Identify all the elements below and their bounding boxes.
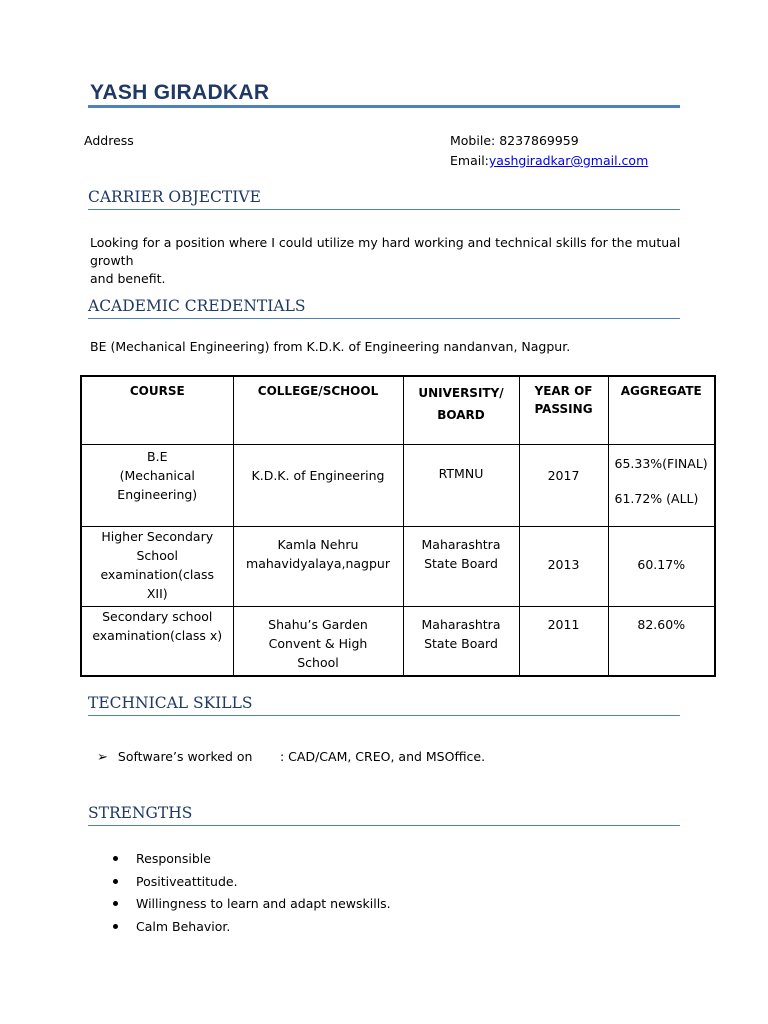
col-header-course: COURSE (81, 376, 233, 444)
cell-line: Maharashtra (421, 616, 501, 632)
col-header-board (403, 376, 519, 444)
email-line (450, 151, 648, 170)
cell-aggregate (608, 606, 715, 676)
technical-skill-value: : CAD/CAM, CREO, and MSOffice. (280, 749, 486, 764)
cell-line: Kamla Nehru (277, 536, 359, 552)
technical-skill-item (97, 747, 252, 767)
cell-line: mahavidyalaya,nagpur (246, 555, 390, 571)
list-item (110, 893, 391, 916)
bullet-icon (113, 879, 118, 884)
cell-line: State Board (424, 635, 498, 651)
academic-summary: BE (Mechanical Engineering) from K.D.K. of Engineering nandanvan, Nagpur. (90, 339, 571, 354)
objective-line-1: Looking for a position where I could utilize my hard working and technical skills for the mutual growth (90, 235, 681, 268)
cell-line: 65.33%(FINAL) (614, 455, 708, 471)
col-header-year-line1: YEAR OF (534, 384, 593, 398)
mobile-number: Mobile: 8237869959 (450, 133, 579, 148)
cell-line: State Board (424, 555, 498, 571)
arrow-bullet-icon: ➢ (97, 750, 108, 765)
email-link[interactable]: yashgiradkar@gmail.com (488, 153, 649, 168)
name-underline (88, 105, 680, 108)
cell-line: (Mechanical (119, 467, 195, 483)
table-row (81, 526, 715, 606)
cell-course (81, 526, 233, 606)
cell-line: Convent & High (268, 635, 368, 651)
list-item (110, 871, 391, 894)
objective-text (90, 234, 720, 288)
strength-text: Willingness to learn and adapt newskills. (136, 896, 391, 911)
objective-line-2: and benefit. (90, 271, 166, 286)
bullet-icon (113, 901, 118, 906)
cell-line: 61.72% (ALL) (614, 490, 699, 506)
table-header-row (81, 376, 715, 444)
cell-line: examination(class (100, 566, 215, 582)
cell-line: Maharashtra (421, 536, 501, 552)
cell-college (233, 526, 403, 606)
email-label: Email: (450, 153, 489, 168)
cell-line: 82.60% (637, 616, 686, 632)
bullet-icon (113, 924, 118, 929)
section-heading-technical: TECHNICAL SKILLS (88, 693, 680, 716)
cell-line: Secondary school (102, 608, 213, 624)
cell-college (233, 606, 403, 676)
strength-text: Responsible (136, 851, 211, 866)
cell-line: RTMNU (438, 465, 484, 481)
strengths-list (110, 848, 391, 938)
strength-text: Calm Behavior. (136, 918, 231, 934)
cell-line: Higher Secondary (101, 528, 214, 544)
cell-year: 2017 (519, 444, 608, 526)
cell-line: Shahu’s Garden (268, 616, 368, 632)
col-header-board-line2: BOARD (437, 408, 485, 422)
table-row (81, 606, 715, 676)
cell-year: 2013 (519, 526, 608, 606)
cell-college (233, 444, 403, 526)
cell-line: K.D.K. of Engineering (251, 467, 385, 483)
strength-text: Positiveattitude. (136, 873, 238, 889)
col-header-college: COLLEGE/SCHOOL (233, 376, 403, 444)
col-header-board-line1: UNIVERSITY/ (418, 386, 504, 400)
candidate-name: YASH GIRADKAR (90, 81, 270, 104)
cell-line: XII) (146, 585, 168, 601)
list-item (110, 916, 391, 939)
col-header-aggregate: AGGREGATE (608, 376, 715, 444)
col-header-year (519, 376, 608, 444)
cell-line: School (297, 654, 339, 670)
cell-line: B.E (147, 448, 168, 464)
address-label: Address (84, 133, 134, 148)
cell-board (403, 606, 519, 676)
section-heading-strengths: STRENGTHS (88, 803, 680, 826)
col-header-year-line2: PASSING (534, 402, 593, 416)
bullet-icon (113, 856, 118, 861)
cell-line: School (136, 547, 178, 563)
cell-board (403, 526, 519, 606)
cell-year: 2011 (519, 606, 608, 676)
list-item (110, 848, 391, 871)
cell-course (81, 606, 233, 676)
academic-table (80, 375, 716, 677)
table-row (81, 444, 715, 526)
section-heading-academic: ACADEMIC CREDENTIALS (88, 296, 680, 319)
cell-aggregate (608, 444, 715, 526)
technical-skill-label: Software’s worked on (117, 749, 253, 764)
cell-course (81, 444, 233, 526)
cell-aggregate (608, 526, 715, 606)
cell-line: 60.17% (637, 556, 686, 572)
section-heading-objective: CARRIER OBJECTIVE (88, 187, 680, 210)
cell-board (403, 444, 519, 526)
cell-line: Engineering) (117, 486, 198, 502)
cell-line: examination(class x) (92, 627, 223, 643)
